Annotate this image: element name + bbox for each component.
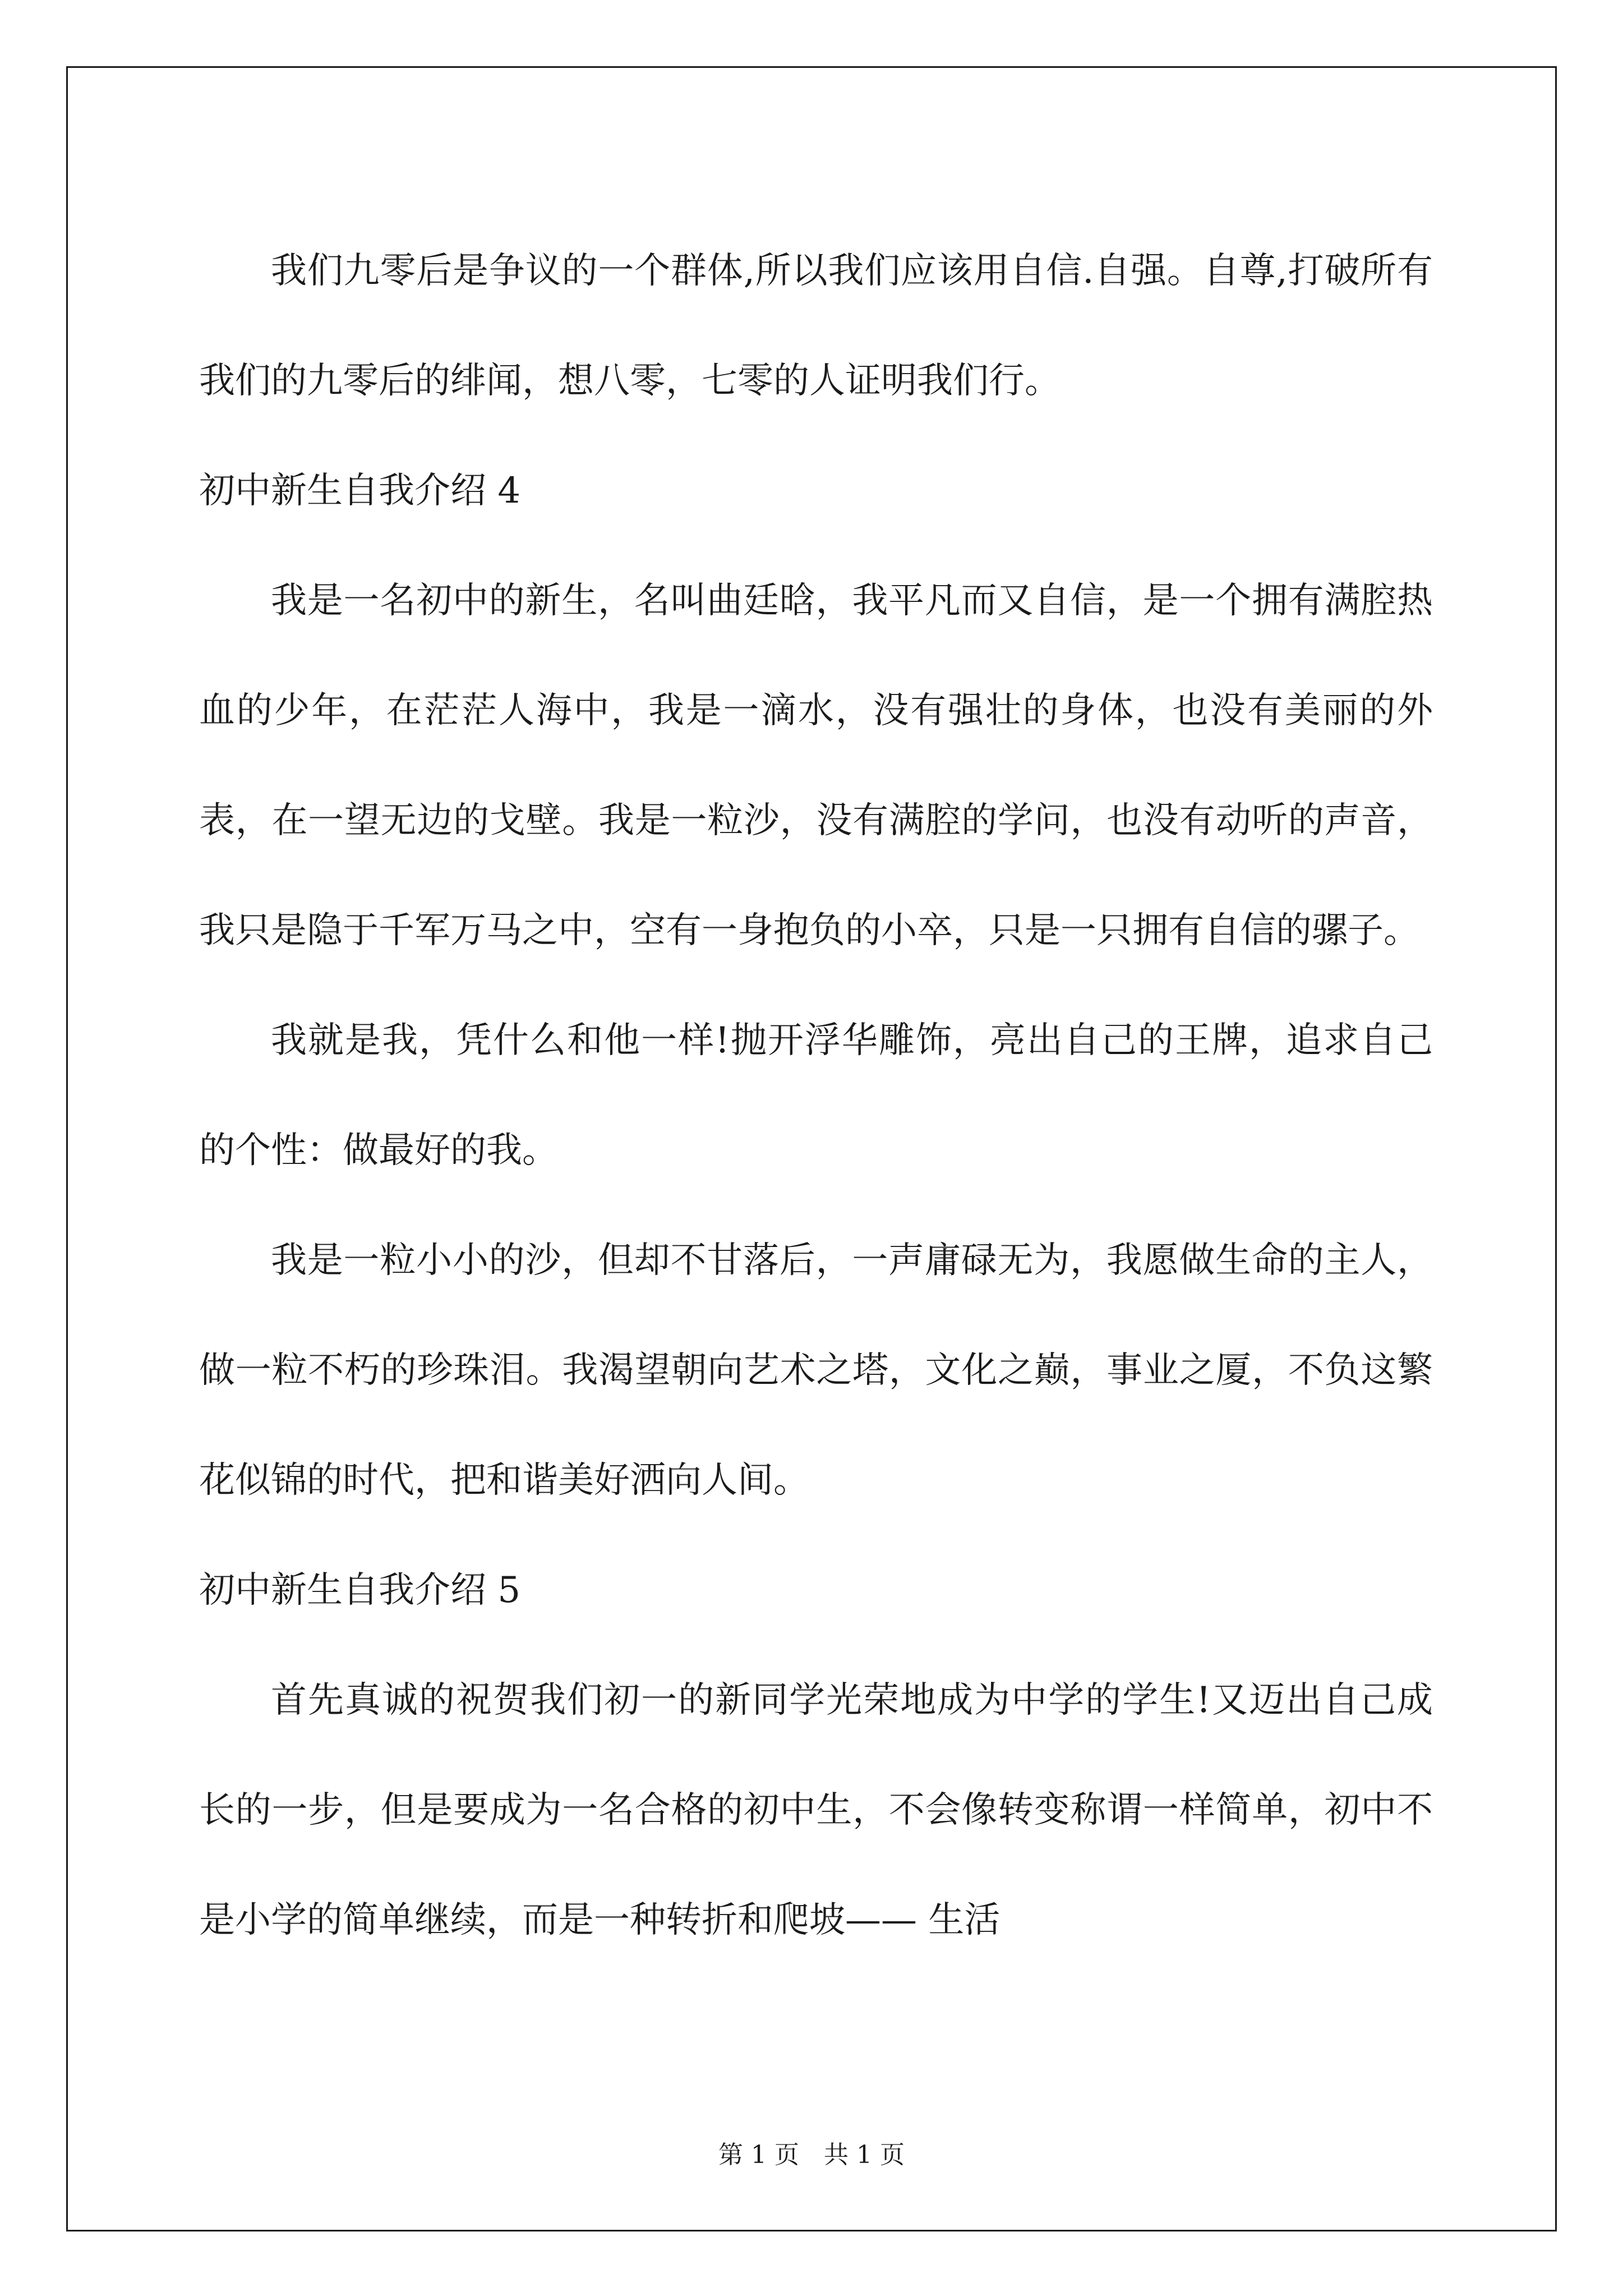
section-heading-5: 初中新生自我介绍 5 — [199, 1570, 521, 1611]
paragraph-4: 我是一粒小小的沙，但却不甘落后，一声庸碌无为，我愿做生命的主人，做一粒不朽的珍珠泪。我渴望朝向艺术之塔，文化之巅，事业之厦，不负这繁花似锦的时代，把和谐美好洒向人间。 — [199, 1240, 1433, 1501]
section-heading-4: 初中新生自我介绍 4 — [199, 470, 521, 512]
paragraph-2: 我是一名初中的新生，名叫曲廷晗，我平凡而又自信，是一个拥有满腔热血的少年，在茫茫人海中，我是一滴水，没有强壮的身体，也没有美丽的外表，在一望无边的戈壁。我是一粒沙，没有满腔的学问，也没有动听的声音，我只是隐于千军万马之中，空有一身抱负的小卒，只是一只拥有自信的骡子。 — [199, 580, 1433, 951]
paragraph-1: 我们九零后是争议的一个群体,所以我们应该用自信.自强。自尊,打破所有我们的九零后的绯闻，想八零，七零的人证明我们行。 — [199, 250, 1433, 402]
document-body — [199, 216, 1433, 1975]
paragraph-3: 我就是我，凭什么和他一样!抛开浮华雕饰，亮出自己的王牌，追求自己的个性：做最好的我。 — [199, 1020, 1433, 1171]
paragraph-5: 首先真诚的祝贺我们初一的新同学光荣地成为中学的学生!又迈出自己成长的一步，但是要成为一名合格的初中生，不会像转变称谓一样简单，初中不是小学的简单继续，而是一种转折和爬坡—— 生活 — [199, 1680, 1433, 1941]
page-number-footer: 第 1 页 共 1 页 — [718, 2141, 905, 2169]
